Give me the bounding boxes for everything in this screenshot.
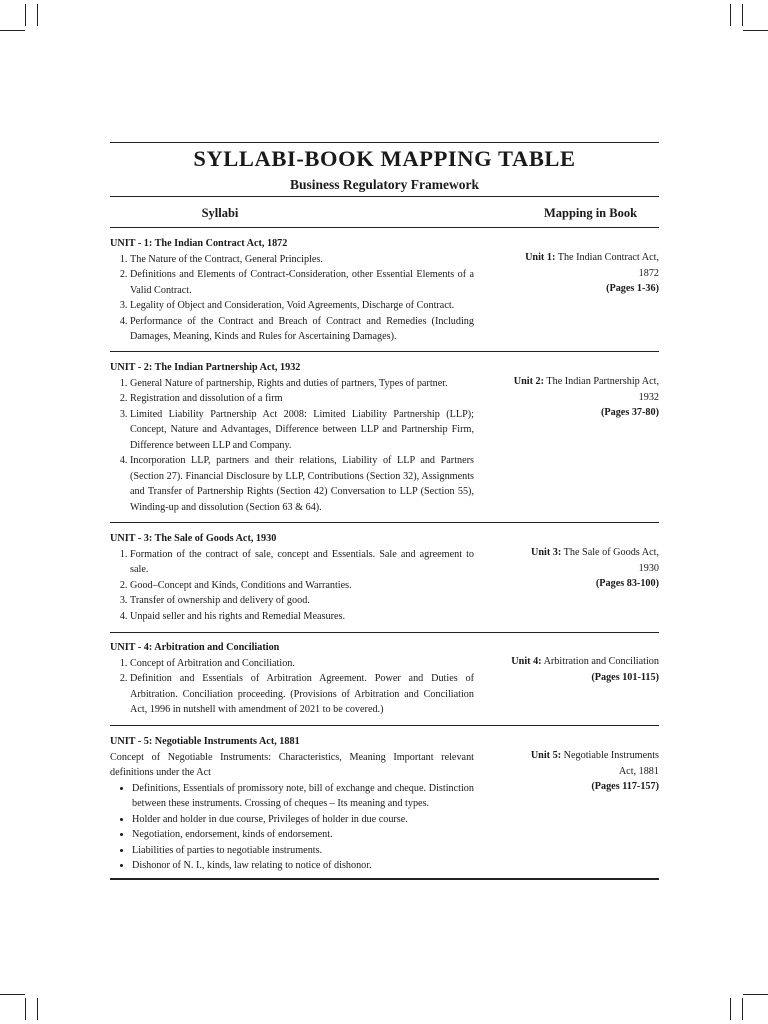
unit-divider [110,632,659,633]
mapping-unit-text: Negotiable Instruments Act, 1881 [563,750,659,777]
list-item: 4. Unpaid seller and his rights and Remedial Measures. [130,609,474,625]
crop-mark [730,4,731,26]
unit-divider [110,725,659,726]
crop-mark [25,998,26,1020]
list-item: 2. Registration and dissolution of a firm [130,391,474,407]
mapping-unit-label: Unit 2: [513,376,545,387]
mapping-unit-label: Unit 3: [530,547,562,558]
list-item: 2. Definition and Essentials of Arbitration Agreement. Power and Duties of Arbitration. Conciliation proceeding. (Provisions of Arbitration and Conciliation Act, 1996 in nutshell with amendment of 2021 to be covered.) [130,671,474,718]
crop-mark [37,4,38,26]
column-header-rule [110,227,659,228]
unit-1-title: UNIT - 1: The Indian Contract Act, 1872 [110,238,288,249]
list-item: 1. The Nature of the Contract, General Principles. [130,252,474,268]
mapping-pages: (Pages 1-36) [606,283,659,294]
crop-mark [743,994,768,995]
unit-5-mapping [519,748,659,795]
unit-3-topics [110,547,474,625]
unit-5-intro: Concept of Negotiable Instruments: Characteristics, Meaning Important relevant definitions under the Act [110,751,474,778]
mapping-unit-label: Unit 4: [511,656,542,667]
list-item: • Liabilities of parties to negotiable instruments. [132,843,474,859]
list-item: 3. Transfer of ownership and delivery of good. [130,593,474,609]
list-item: 4. Performance of the Contract and Breach of Contract and Remedies (Including Damages, Meaning, Kinds and Rules for Ascertaining Damages). [130,314,474,345]
unit-3-title: UNIT - 3: The Sale of Goods Act, 1930 [110,533,277,544]
unit-4-title: UNIT - 4: Arbitration and Conciliation [110,642,280,653]
unit-4-mapping [489,654,659,685]
unit-1-mapping [519,250,659,297]
crop-mark [730,998,731,1020]
list-item: • Definitions, Essentials of promissory note, bill of exchange and cheque. Distinction between these instruments. Crossing of cheques – Its meaning and types. [132,781,474,812]
list-item: 3. Limited Liability Partnership Act 2008: Limited Liability Partnership (LLP); Concept, Nature and Advantages, Difference between LLP and Partnership Firm, Difference between LLP and Company. [130,407,474,454]
mapping-unit-label: Unit 1: [525,252,556,263]
mapping-unit-label: Unit 5: [530,750,562,761]
bottom-rule [110,878,659,880]
mapping-unit-text: The Indian Partnership Act, 1932 [546,376,659,403]
list-item: 2. Good–Concept and Kinds, Conditions and Warranties. [130,578,474,594]
header-rule [110,196,659,197]
crop-mark [743,30,768,31]
crop-mark [0,30,25,31]
unit-1-topics [110,252,474,345]
list-item: 3. Legality of Object and Consideration, Void Agreements, Discharge of Contract. [130,298,474,314]
list-item: 2. Definitions and Elements of Contract-Consideration, other Essential Elements of a Valid Contract. [130,267,474,298]
column-header-mapping: Mapping in Book [543,206,638,220]
list-item: • Holder and holder in due course, Privileges of holder in due course. [132,812,474,828]
unit-4-topics [110,656,474,718]
unit-3-mapping [524,545,659,592]
list-item: • Dishonor of N. I., kinds, law relating to notice of dishonor. [132,858,474,874]
mapping-unit-text: Arbitration and Conciliation [543,656,659,667]
mapping-unit-text: The Sale of Goods Act, 1930 [563,547,659,574]
list-item: 1. Formation of the contract of sale, concept and Essentials. Sale and agreement to sale. [130,547,474,578]
unit-5-title: UNIT - 5: Negotiable Instruments Act, 1881 [110,736,300,747]
list-item: 1. General Nature of partnership, Rights and duties of partners, Types of partner. [130,376,474,392]
crop-mark [742,4,743,26]
unit-2-topics [110,376,474,516]
mapping-pages: (Pages 37-80) [601,407,659,418]
unit-5-topics [110,781,474,874]
mapping-unit-text: The Indian Contract Act, 1872 [557,252,659,279]
crop-mark [742,998,743,1020]
crop-mark [37,998,38,1020]
list-item: 1. Concept of Arbitration and Conciliation. [130,656,474,672]
list-item: 4. Incorporation LLP, partners and their relations, Liability of LLP and Partners (Section 27). Financial Disclosure by LLP, Contributions (Section 32), Assignments and Transfer of Partnership Rights (Section 42) Conversation to LLP (Section 55), Winding-up and dissolution (Section 63 & 64). [130,453,474,515]
mapping-pages: (Pages 117-157) [591,781,659,792]
crop-mark [25,4,26,26]
mapping-pages: (Pages 83-100) [595,578,659,589]
page-title: SYLLABI-BOOK MAPPING TABLE [193,146,576,171]
unit-divider [110,351,659,352]
unit-2-mapping [509,374,659,421]
list-item: • Negotiation, endorsement, kinds of endorsement. [132,827,474,843]
top-rule [110,142,659,143]
unit-2-title: UNIT - 2: The Indian Partnership Act, 1932 [110,362,301,373]
column-header-syllabi: Syllabi [201,206,239,220]
mapping-pages: (Pages 101-115) [591,671,659,683]
crop-mark [0,994,25,995]
page-subtitle: Business Regulatory Framework [290,177,479,192]
unit-divider [110,522,659,523]
